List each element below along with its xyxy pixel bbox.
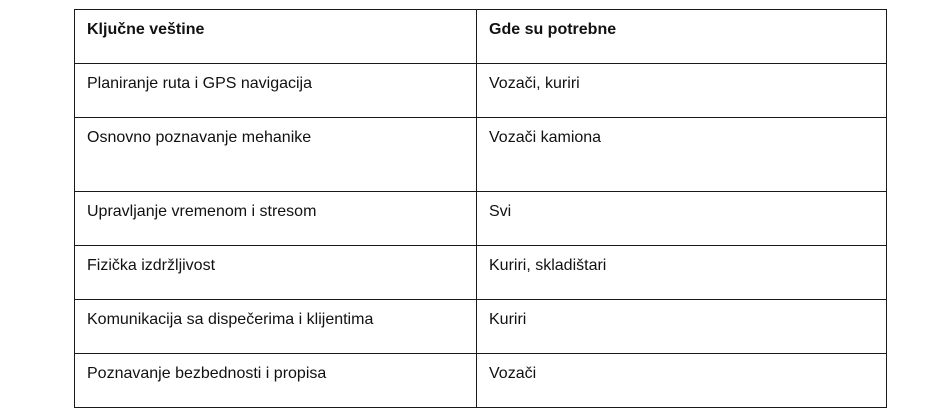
- skill-cell: Osnovno poznavanje mehanike: [75, 118, 477, 192]
- table-row: [75, 118, 887, 192]
- skill-cell: Planiranje ruta i GPS navigacija: [75, 64, 477, 118]
- where-needed-cell: Vozači: [477, 354, 887, 408]
- table-row: [75, 354, 887, 408]
- where-needed-cell: Kuriri: [477, 300, 887, 354]
- table-body: [75, 64, 887, 408]
- skills-table: [74, 9, 887, 408]
- skill-cell: Komunikacija sa dispečerima i klijentima: [75, 300, 477, 354]
- table-row: [75, 192, 887, 246]
- table-row: [75, 300, 887, 354]
- where-needed-cell: Kuriri, skladištari: [477, 246, 887, 300]
- header-row: [75, 10, 887, 64]
- skill-cell: Upravljanje vremenom i stresom: [75, 192, 477, 246]
- where-needed-cell: Svi: [477, 192, 887, 246]
- table-header: [75, 10, 887, 64]
- where-needed-cell: Vozači kamiona: [477, 118, 887, 192]
- where-needed-cell: Vozači, kuriri: [477, 64, 887, 118]
- skill-cell: Poznavanje bezbednosti i propisa: [75, 354, 477, 408]
- table-row: [75, 64, 887, 118]
- header-where-needed: Gde su potrebne: [477, 10, 887, 64]
- header-key-skills: Ključne veštine: [75, 10, 477, 64]
- skill-cell: Fizička izdržljivost: [75, 246, 477, 300]
- table-row: [75, 246, 887, 300]
